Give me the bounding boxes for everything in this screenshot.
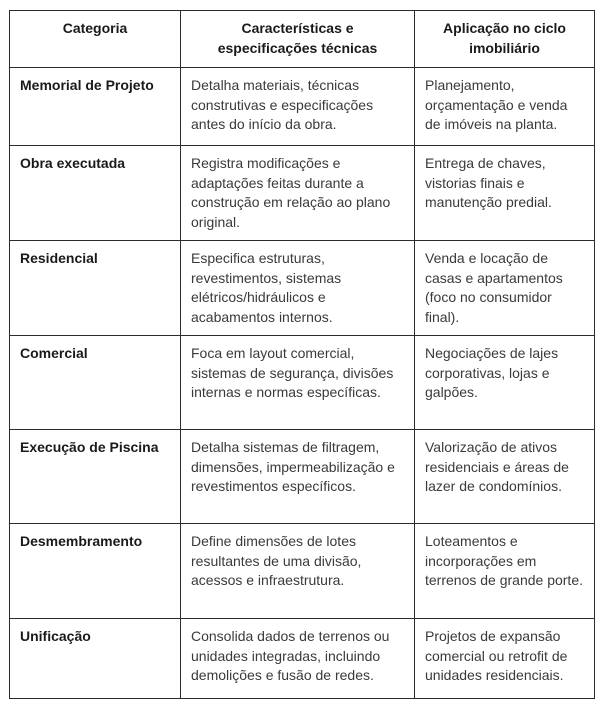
cell-application: Negociações de lajes corporativas, lojas e galpões.	[415, 336, 595, 430]
cell-application: Loteamentos e incorporações em terrenos de grande porte.	[415, 524, 595, 619]
table-header-row	[10, 11, 595, 68]
table-row	[10, 68, 595, 146]
cell-category: Unificação	[10, 619, 181, 699]
cell-specs: Consolida dados de terrenos ou unidades integradas, incluindo demolições e fusão de redes.	[181, 619, 415, 699]
cell-application: Projetos de expansão comercial ou retrofit de unidades residenciais.	[415, 619, 595, 699]
cell-specs: Detalha materiais, técnicas construtivas e especificações antes do início da obra.	[181, 68, 415, 146]
cell-specs: Registra modificações e adaptações feitas durante a construção em relação ao plano original.	[181, 146, 415, 241]
cell-application: Planejamento, orçamentação e venda de imóveis na planta.	[415, 68, 595, 146]
cell-specs: Especifica estruturas, revestimentos, sistemas elétricos/hidráulicos e acabamentos internos.	[181, 241, 415, 336]
cell-specs: Foca em layout comercial, sistemas de segurança, divisões internas e normas específicas.	[181, 336, 415, 430]
cell-application: Venda e locação de casas e apartamentos (foco no consumidor final).	[415, 241, 595, 336]
cell-category: Comercial	[10, 336, 181, 430]
cell-category: Memorial de Projeto	[10, 68, 181, 146]
header-specs: Características e especificações técnicas	[181, 11, 415, 68]
table-row	[10, 524, 595, 619]
header-category: Categoria	[10, 11, 181, 68]
cell-application: Valorização de ativos residenciais e áreas de lazer de condomínios.	[415, 430, 595, 524]
table-row	[10, 430, 595, 524]
header-application: Aplicação no ciclo imobiliário	[415, 11, 595, 68]
table-row	[10, 619, 595, 699]
cell-specs: Define dimensões de lotes resultantes de uma divisão, acessos e infraestrutura.	[181, 524, 415, 619]
cell-category: Execução de Piscina	[10, 430, 181, 524]
cell-specs: Detalha sistemas de filtragem, dimensões, impermeabilização e revestimentos específicos.	[181, 430, 415, 524]
memorial-categories-table	[9, 10, 595, 699]
table-row	[10, 241, 595, 336]
table-row	[10, 336, 595, 430]
table-row	[10, 146, 595, 241]
cell-application: Entrega de chaves, vistorias finais e manutenção predial.	[415, 146, 595, 241]
cell-category: Obra executada	[10, 146, 181, 241]
cell-category: Residencial	[10, 241, 181, 336]
cell-category: Desmembramento	[10, 524, 181, 619]
